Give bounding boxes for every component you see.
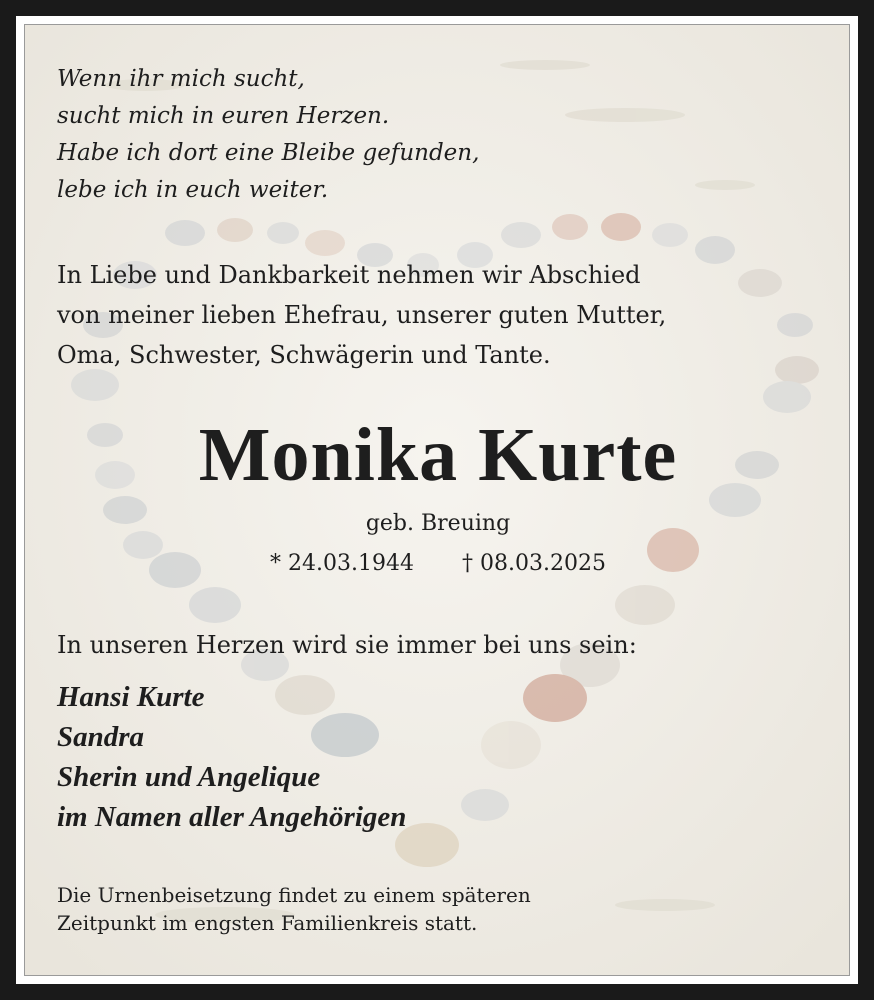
poem-line: sucht mich in euren Herzen. [57,103,390,129]
farewell-line: von meiner lieben Ehefrau, unserer guten Mutter, [57,301,667,329]
mourner-name: Hansi Kurte [57,681,205,713]
birth-date: * 24.03.1944 [270,551,414,576]
deceased-name: Monika Kurte [198,413,678,497]
mourner-name: Sandra [57,721,145,753]
life-dates [25,549,850,579]
obituary-panel [24,24,850,976]
mourner-name: Sherin und Angelique [57,761,321,793]
poem-line: Habe ich dort eine Bleibe gefunden, [57,140,480,166]
notice-line: Zeitpunkt im engsten Familienkreis statt. [57,911,478,935]
mourners-list [57,677,406,837]
farewell-text [57,255,666,375]
maiden-name: geb. Breuing [365,511,511,536]
notice-line: Die Urnenbeisetzung findet zu einem späteren [57,883,531,907]
farewell-line: Oma, Schwester, Schwägerin und Tante. [57,341,551,369]
farewell-line: In Liebe und Dankbarkeit nehmen wir Abschied [57,261,641,289]
mourner-name: im Namen aller Angehörigen [57,801,407,833]
death-date: † 08.03.2025 [462,551,606,576]
poem [57,61,479,209]
poem-line: lebe ich in euch weiter. [57,177,329,203]
burial-notice [57,881,531,937]
remembrance-line: In unseren Herzen wird sie immer bei uns sein: [57,631,637,659]
poem-line: Wenn ihr mich sucht, [57,66,305,92]
